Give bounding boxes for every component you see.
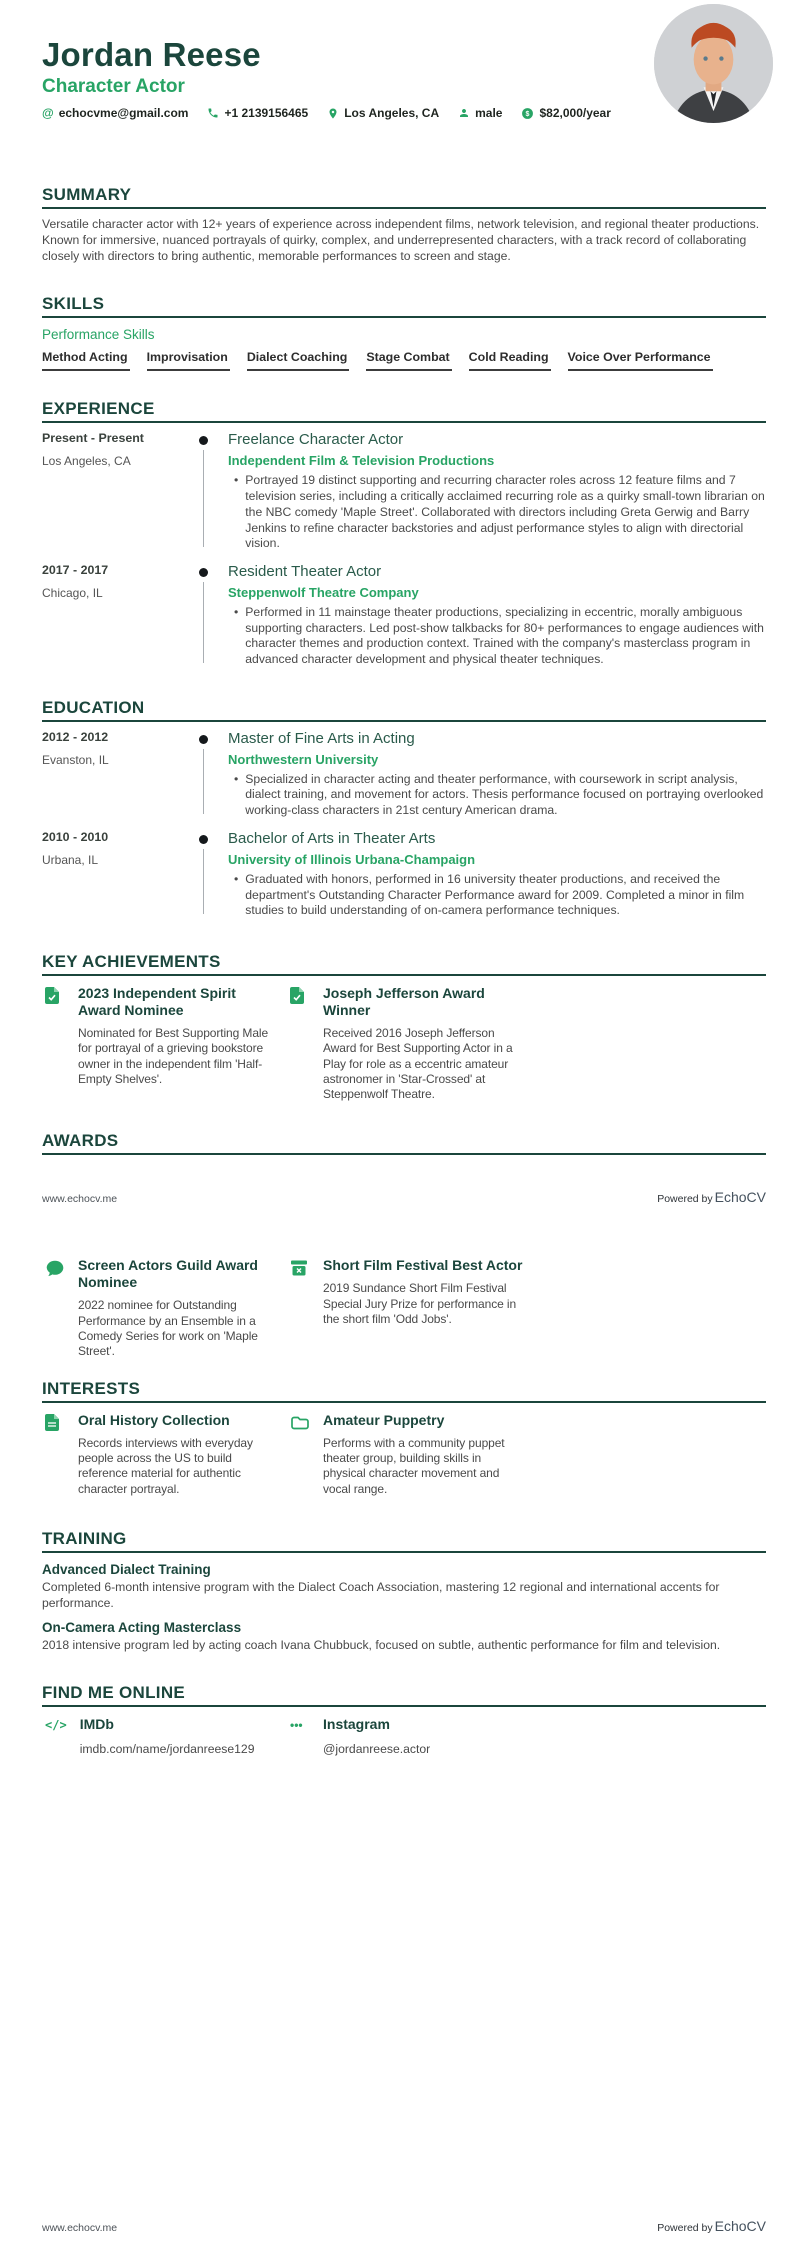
experience-entries [42, 431, 766, 678]
entry-degree: Bachelor of Arts in Theater Arts [228, 829, 436, 847]
skill-item: Stage Combat [366, 350, 451, 371]
social-network-name: IMDb [79, 1715, 114, 1732]
social-card-imdb [42, 1716, 287, 1756]
person-job-title: Character Actor [42, 76, 185, 97]
contact-gender [458, 106, 502, 120]
skills-group-label: Performance Skills [42, 327, 155, 343]
entry-dates: Present - Present [42, 431, 144, 446]
summary-heading: SUMMARY [42, 185, 132, 204]
education-entries [42, 730, 766, 930]
social-network-name: Instagram [323, 1715, 390, 1732]
entry-bullet [228, 772, 766, 819]
achievement-title: Joseph Jefferson Award Winner [323, 984, 485, 1018]
entry-bullet [228, 872, 766, 919]
entry-meta [42, 563, 162, 668]
achievement-description: Received 2016 Joseph Jefferson Award for Best Supporting Actor in a Play for role as a eccentric amateur astronomer in 'Star-Crossed' at Steppenwolf Theatre. [323, 1025, 513, 1102]
speech-bubble-icon [45, 1257, 65, 1359]
ellipsis-icon: ••• [290, 1717, 303, 1732]
section-divider [42, 1153, 766, 1155]
section-divider [42, 207, 766, 209]
social-cards [42, 1716, 766, 1756]
contact-row [42, 106, 766, 120]
interest-title: Amateur Puppetry [323, 1411, 445, 1428]
award-title: Screen Actors Guild Award Nominee [78, 1257, 258, 1291]
skill-item: Method Acting [42, 350, 130, 371]
entry-company: Steppenwolf Theatre Company [228, 584, 419, 600]
svg-text:$: $ [526, 110, 530, 118]
site-link[interactable]: www.echocv.me [42, 2222, 118, 2234]
brand-echocv[interactable]: EchoCV [714, 1189, 766, 1206]
award-card [42, 1257, 287, 1359]
entry-meta [42, 431, 162, 552]
contact-location [327, 106, 439, 120]
education-heading: EDUCATION [42, 697, 145, 717]
entry-location: Evanston, IL [42, 752, 109, 767]
entry-bullet-text: Graduated with honors, performed in 16 university theater productions, and received the department's Outstanding Character Performance award for 2009. Completed a minor in film studies to build understanding of on-camera performance techniques. [245, 871, 745, 918]
contact-location-label: Los Angeles, CA [344, 106, 440, 120]
achievement-text [78, 985, 278, 1102]
entry-location: Urbana, IL [42, 852, 99, 867]
skill-item: Improvisation [147, 350, 230, 371]
contact-gender-label: male [475, 106, 503, 120]
entry-school: University of Illinois Urbana-Champaign [228, 851, 476, 867]
achievement-title: 2023 Independent Spirit Award Nominee [78, 984, 236, 1018]
skill-item: Dialect Coaching [247, 350, 350, 371]
entry-bullet-text: Portrayed 19 distinct supporting and recurring character roles across 12 feature films and 7 television series, including a critically acclaimed recurring role as a quirky small-town librarian on the NBC comedy 'Maple Street'. Collaborated with directors including Greta Gerwig and Barry Jenkins to refine character backstories and adjust performance styles to align with directorial vision. [245, 473, 765, 551]
section-skills [42, 295, 766, 371]
award-title: Short Film Festival Best Actor [323, 1257, 523, 1274]
training-description: Completed 6-month intensive program with the Dialect Coach Association, mastering 12 regional and international accents for performance. [42, 1579, 720, 1610]
entry-bullet-text: Performed in 11 mainstage theater productions, specializing in eccentric, morally ambiguous supporting characters. Led post-show talkbacks for 80+ performances to engage audiences with character themes and production context. Trained with the company's masterclass program in advanced character development and physical theater techniques. [245, 604, 764, 667]
award-cards [42, 1257, 766, 1359]
skill-item: Cold Reading [469, 350, 551, 371]
interest-text [323, 1412, 523, 1497]
phone-icon [207, 107, 219, 119]
bullet-marker-icon: • [234, 771, 239, 786]
section-interests [42, 1380, 766, 1497]
page-footer [42, 2218, 766, 2234]
person-name: Jordan Reese [42, 36, 261, 73]
award-text [323, 1257, 523, 1359]
interest-cards [42, 1412, 766, 1497]
find-me-online-heading: FIND ME ONLINE [42, 1682, 186, 1702]
award-text [78, 1257, 278, 1359]
powered-by-label: Powered by [657, 2222, 713, 2234]
social-handle[interactable]: imdb.com/name/jordanreese129 [79, 1741, 255, 1756]
interest-card [42, 1412, 287, 1497]
folder-icon [290, 1412, 310, 1497]
contact-salary [521, 106, 610, 120]
section-divider [42, 720, 766, 722]
entry-bullet [228, 605, 766, 668]
summary-text: Versatile character actor with 12+ years of experience across independent films, network television, and regional theater productions. Known for immersive, nuanced portrayals of quirky, complex, and underrepresented characters, with a track record of collaborating closely with directors to bring authentic, memorable performances to screen and stage. [42, 217, 760, 263]
interests-heading: INTERESTS [42, 1378, 141, 1398]
entry-location: Chicago, IL [42, 585, 103, 600]
code-icon: </> [45, 1717, 67, 1732]
bullet-marker-icon: • [234, 871, 239, 886]
doc-check-icon [290, 985, 310, 1102]
training-item [42, 1620, 766, 1654]
timeline [162, 431, 228, 552]
entry-degree: Master of Fine Arts in Acting [228, 729, 415, 747]
section-training [42, 1530, 766, 1654]
entry-bullet-text: Specialized in character acting and theater performance, with coursework in script analysis, dialect training, and movement for actors. Thesis performance focused on portraying overlooked working-class characters in 21st century American drama. [245, 771, 764, 818]
skills-list [42, 350, 766, 371]
education-entry [42, 730, 766, 830]
brand-echocv[interactable]: EchoCV [714, 2218, 766, 2234]
experience-entry [42, 431, 766, 563]
timeline-dot-icon [199, 735, 208, 744]
education-entry [42, 830, 766, 930]
key-achievements-heading: KEY ACHIEVEMENTS [42, 951, 221, 971]
contact-email[interactable] [42, 106, 188, 120]
entry-bullet [228, 473, 766, 552]
social-text [323, 1716, 523, 1756]
section-divider [42, 1551, 766, 1553]
training-heading: TRAINING [42, 1528, 127, 1548]
entry-dates: 2017 - 2017 [42, 562, 109, 577]
entry-content [228, 830, 766, 919]
resume-header [42, 0, 766, 120]
contact-salary-label: $82,000/year [539, 106, 611, 120]
section-find-me-online [42, 1684, 766, 1756]
skills-heading: SKILLS [42, 294, 105, 314]
timeline [162, 830, 228, 919]
section-summary [42, 186, 766, 264]
timeline-dot-icon [199, 436, 208, 445]
achievement-card [42, 985, 287, 1102]
contact-phone-label: +1 2139156465 [224, 106, 309, 120]
site-link[interactable]: www.echocv.me [42, 1193, 118, 1206]
social-text [80, 1716, 280, 1756]
social-handle[interactable]: @jordanreese.actor [323, 1741, 431, 1756]
interest-description: Records interviews with everyday people across the US to build reference material for authentic character portrayal. [78, 1435, 253, 1496]
awards-heading: AWARDS [42, 1131, 119, 1151]
achievement-card [287, 985, 532, 1102]
powered-by [657, 2218, 766, 2234]
page-footer [42, 1189, 766, 1205]
pin-icon [327, 107, 339, 120]
person-icon [458, 107, 470, 119]
doc-check-icon [45, 985, 65, 1102]
interest-text [78, 1412, 278, 1497]
entry-dates: 2010 - 2010 [42, 829, 109, 844]
entry-content [228, 563, 766, 668]
training-item [42, 1562, 766, 1611]
interest-card [287, 1412, 532, 1497]
section-awards [42, 1132, 766, 1359]
section-key-achievements [42, 953, 766, 1102]
skill-item: Voice Over Performance [568, 350, 713, 371]
interest-title: Oral History Collection [78, 1411, 230, 1428]
award-description: 2022 nominee for Outstanding Performance by an Ensemble in a Comedy Series for work on 'Maple Street'. [78, 1298, 258, 1359]
archive-box-icon [290, 1257, 310, 1359]
bullet-marker-icon: • [234, 604, 239, 619]
achievement-description: Nominated for Best Supporting Male for portrayal of a grieving bookstore owner in the independent film 'Half-Empty Shelves'. [78, 1025, 269, 1086]
entry-dates: 2012 - 2012 [42, 729, 109, 744]
interest-description: Performs with a community puppet theater group, building skills in physical character movement and vocal range. [323, 1435, 505, 1496]
dollar-icon [521, 107, 534, 120]
award-card [287, 1257, 532, 1359]
experience-entry [42, 563, 766, 679]
timeline-dot-icon [199, 835, 208, 844]
timeline-dot-icon [199, 568, 208, 577]
award-description: 2019 Sundance Short Film Festival Special Jury Prize for performance in the short film 'Odd Jobs'. [323, 1281, 517, 1327]
contact-phone[interactable] [207, 106, 308, 120]
at-icon: @ [42, 106, 54, 120]
section-education [42, 699, 766, 930]
entry-location: Los Angeles, CA [42, 454, 131, 469]
achievement-text [323, 985, 523, 1102]
timeline [162, 730, 228, 819]
section-divider [42, 1705, 766, 1707]
training-title: On-Camera Acting Masterclass [42, 1620, 242, 1636]
entry-content [228, 730, 766, 819]
section-divider [42, 974, 766, 976]
entry-content [228, 431, 766, 552]
bullet-marker-icon: • [234, 473, 239, 488]
document-icon [45, 1412, 65, 1497]
entry-school: Northwestern University [228, 751, 379, 767]
training-description: 2018 intensive program led by acting coach Ivana Chubbuck, focused on subtle, authentic performance for film and television. [42, 1638, 721, 1653]
section-divider [42, 421, 766, 423]
section-divider [42, 1401, 766, 1403]
training-title: Advanced Dialect Training [42, 1561, 211, 1577]
entry-meta [42, 730, 162, 819]
section-experience [42, 400, 766, 678]
entry-meta [42, 830, 162, 919]
achievement-cards [42, 985, 766, 1102]
powered-by [657, 1189, 766, 1205]
timeline [162, 563, 228, 668]
entry-title: Freelance Character Actor [228, 431, 404, 449]
experience-heading: EXPERIENCE [42, 399, 155, 419]
powered-by-label: Powered by [657, 1193, 713, 1206]
entry-company: Independent Film & Television Productions [228, 453, 495, 469]
social-card-instagram [287, 1716, 532, 1756]
contact-email-label: echocvme@gmail.com [58, 106, 189, 120]
entry-title: Resident Theater Actor [228, 562, 382, 580]
profile-photo [654, 4, 773, 123]
section-divider [42, 316, 766, 318]
